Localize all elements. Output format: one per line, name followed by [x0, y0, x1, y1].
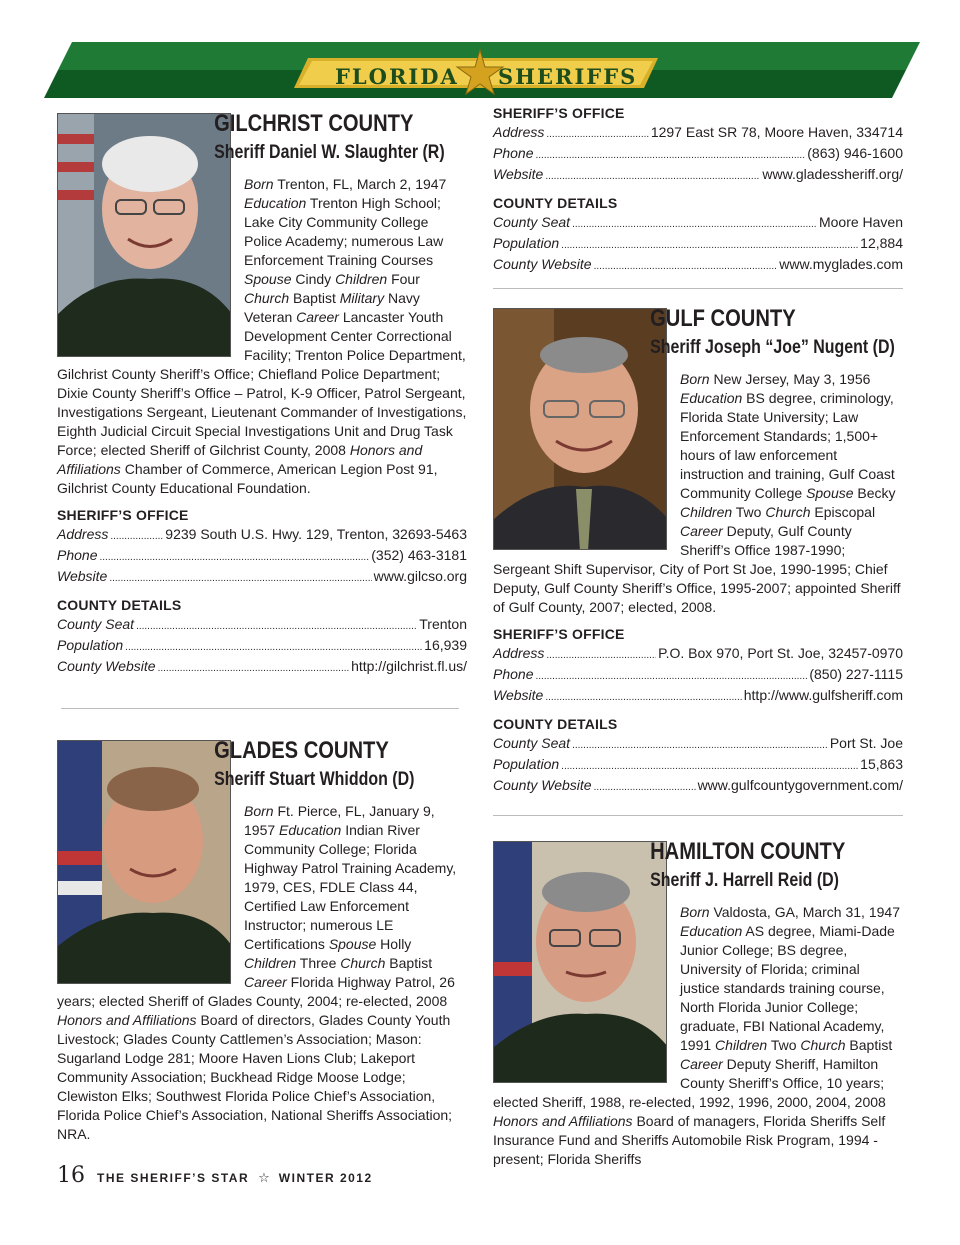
banner-florida-text: FLORIDA — [335, 64, 459, 89]
gulf-address: P.O. Box 970, Port St. Joe, 32457-0970 — [658, 645, 903, 661]
gulf-website-link[interactable]: http://www.gulfsheriff.com — [743, 687, 903, 703]
website-label: Website — [493, 687, 544, 703]
gilchrist-county-website-link[interactable]: http://gilchrist.fl.us/ — [351, 658, 467, 674]
gulf-population: 15,863 — [860, 756, 903, 772]
page-number: 16 — [57, 1163, 85, 1188]
population-label: Population — [493, 756, 560, 772]
phone-label: Phone — [57, 547, 98, 563]
gilchrist-website-link[interactable]: www.gilcso.org — [373, 568, 467, 584]
hamilton-county-title: HAMILTON COUNTY — [650, 838, 846, 865]
left-column — [57, 110, 467, 1144]
section-divider — [493, 288, 903, 289]
right-column — [493, 104, 903, 1169]
section-divider — [493, 815, 903, 816]
banner-sheriffs-text: SHERIFFS — [498, 64, 638, 89]
glades-address: 1297 East SR 78, Moore Haven, 334714 — [650, 124, 903, 140]
population-label: Population — [57, 637, 124, 653]
gilchrist-details-heading: COUNTY DETAILS — [57, 597, 182, 613]
glades-website-link[interactable]: www.gladessheriff.org/ — [762, 166, 903, 182]
gulf-seat-row — [493, 734, 903, 755]
gilchrist-county-profile — [57, 110, 467, 678]
glades-seat-row — [493, 213, 903, 234]
phone-label: Phone — [493, 145, 534, 161]
glades-phone: (863) 946-1600 — [807, 145, 903, 161]
glades-county-details — [493, 104, 903, 276]
gilchrist-address-row — [57, 525, 467, 546]
county-site-label: County Website — [493, 256, 592, 272]
gilchrist-sheriff-name: Sheriff Daniel W. Slaughter (R) — [214, 142, 445, 163]
gilchrist-bio: Born Trenton, FL, March 2, 1947 Education Trenton High School; Lake City Community College Police Academy; numerous Law Enforcement Training Courses Spouse Cindy Children Four Church Baptist Military Navy Veteran Career Lancaster Youth Development Center Correctional Facility; Trenton Police Department, Gilchrist County Sheriff’s Office; Chiefland Police Department; Dixie County Sheriff’s Office – Patrol, K-9 Officer, Patrol Sergeant, Investigations Sergeant, Lieutenant Commander of Investigations, Eighth Judicial Circuit Special Investigations Unit and Drug Task Force; elected Sheriff of Gilchrist County, 2008 Honors and Affiliations Chamber of Commerce, American Legion Post 91, Gilchrist County Educational Foundation. — [57, 176, 467, 496]
gulf-seat: Port St. Joe — [829, 735, 903, 751]
gulf-population-row — [493, 755, 903, 776]
gilchrist-phone-row — [57, 546, 467, 567]
glades-seat: Moore Haven — [818, 214, 903, 230]
gulf-county-website-link[interactable]: www.gulfcountygovernment.com/ — [697, 777, 903, 793]
star-icon: ☆ — [258, 1170, 270, 1185]
gilchrist-address: 9239 South U.S. Hwy. 129, Trenton, 32693-5463 — [165, 526, 467, 542]
gilchrist-phone: (352) 463-3181 — [371, 547, 467, 563]
glades-details-heading: COUNTY DETAILS — [493, 195, 618, 211]
issue-name: WINTER 2012 — [278, 1171, 373, 1185]
publication-name: THE SHERIFF’S STAR — [97, 1171, 250, 1185]
county-site-label: County Website — [493, 777, 592, 793]
address-label: Address — [57, 526, 109, 542]
header-banner — [40, 40, 920, 102]
section-divider — [61, 708, 459, 709]
glades-county-site-row — [493, 255, 903, 276]
gulf-county-title: GULF COUNTY — [650, 305, 796, 332]
glades-website-row — [493, 165, 903, 186]
seat-label: County Seat — [493, 735, 571, 751]
gulf-office-heading: SHERIFF’S OFFICE — [493, 626, 625, 642]
gilchrist-website-row — [57, 567, 467, 588]
seat-label: County Seat — [57, 616, 135, 632]
glades-county-profile — [57, 737, 467, 1144]
glades-address-row — [493, 123, 903, 144]
glades-population-row — [493, 234, 903, 255]
glades-office-heading: SHERIFF’S OFFICE — [493, 105, 625, 121]
gulf-bio: Born New Jersey, May 3, 1956 Education BS degree, criminology, Florida State University; Law Enforcement Standards; 1,500+ hours of law enforcement instruction and training, Gulf Coast Community College Spouse Becky Children Two Church Episcopal Career Deputy, Gulf County Sheriff’s Office 1987-1990; Sergeant Shift Supervisor, City of Port St Joe, 1990-1995; Chief Deputy, Gulf County Sheriff’s Office, 1995-2007; appointed Sheriff of Gulf County, 2007; elected, 2008. — [493, 371, 901, 615]
gulf-address-row — [493, 644, 903, 665]
gilchrist-county-site-row — [57, 657, 467, 678]
glades-phone-row — [493, 144, 903, 165]
page-footer — [57, 1163, 373, 1188]
glades-population: 12,884 — [860, 235, 903, 251]
gulf-phone: (850) 227-1115 — [809, 666, 903, 682]
gilchrist-population-row — [57, 636, 467, 657]
gulf-county-site-row — [493, 776, 903, 797]
glades-county-title: GLADES COUNTY — [214, 737, 389, 764]
gilchrist-seat-row — [57, 615, 467, 636]
glades-sheriff-name: Sheriff Stuart Whiddon (D) — [214, 769, 415, 790]
population-label: Population — [493, 235, 560, 251]
address-label: Address — [493, 645, 545, 661]
gulf-county-profile — [493, 305, 903, 797]
gilchrist-population: 16,939 — [424, 637, 467, 653]
gulf-phone-row — [493, 665, 903, 686]
hamilton-bio: Born Valdosta, GA, March 31, 1947 Education AS degree, Miami-Dade Junior College; BS degree, University of Florida; criminal justice standards training course, North Florida Junior College; graduate, FBI National Academy, 1991 Children Two Church Baptist Career Deputy Sheriff, Hamilton County Sheriff’s Office, 10 years; elected Sheriff, 1988, re-elected, 1992, 1996, 2000, 2004, 2008 Honors and Affiliations Board of managers, Florida Sheriffs Self Insurance Fund and Sheriffs Automobile Risk Program, 1994 - present; Florida Sheriffs — [493, 904, 900, 1167]
gulf-details-heading: COUNTY DETAILS — [493, 716, 618, 732]
gulf-sheriff-name: Sheriff Joseph “Joe” Nugent (D) — [650, 337, 895, 358]
gilchrist-seat: Trenton — [419, 616, 467, 632]
hamilton-county-profile — [493, 838, 903, 1169]
gilchrist-office-heading: SHERIFF’S OFFICE — [57, 507, 189, 523]
gilchrist-county-title: GILCHRIST COUNTY — [214, 110, 414, 137]
hamilton-sheriff-name: Sheriff J. Harrell Reid (D) — [650, 870, 839, 891]
address-label: Address — [493, 124, 545, 140]
website-label: Website — [493, 166, 544, 182]
banner-graphic — [40, 40, 920, 102]
gulf-website-row — [493, 686, 903, 707]
phone-label: Phone — [493, 666, 534, 682]
website-label: Website — [57, 568, 108, 584]
glades-county-website-link[interactable]: www.myglades.com — [779, 256, 903, 272]
glades-bio: Born Ft. Pierce, FL, January 9, 1957 Education Indian River Community College; Florida Highway Patrol Training Academy, 1979, CES, FDLE Class 44, Certified Law Enforcement Instructor; numerous LE Certifications Spouse Holly Children Three Church Baptist Career Florida Highway Patrol, 26 years; elected Sheriff of Glades County, 2004; re-elected, 2008 Honors and Affiliations Board of directors, Glades County Youth Livestock; Glades County Cattlemen’s Association; Mason: Sugarland Lodge 281; Moore Haven Lions Club; Lakeport Community Association; Buckhead Ridge Moose Lodge; Clewiston Elks; Southwest Florida Police Chief’s Association, Florida Police Chief’s Association, National Sheriffs Association; NRA. — [57, 803, 457, 1142]
county-site-label: County Website — [57, 658, 156, 674]
seat-label: County Seat — [493, 214, 571, 230]
